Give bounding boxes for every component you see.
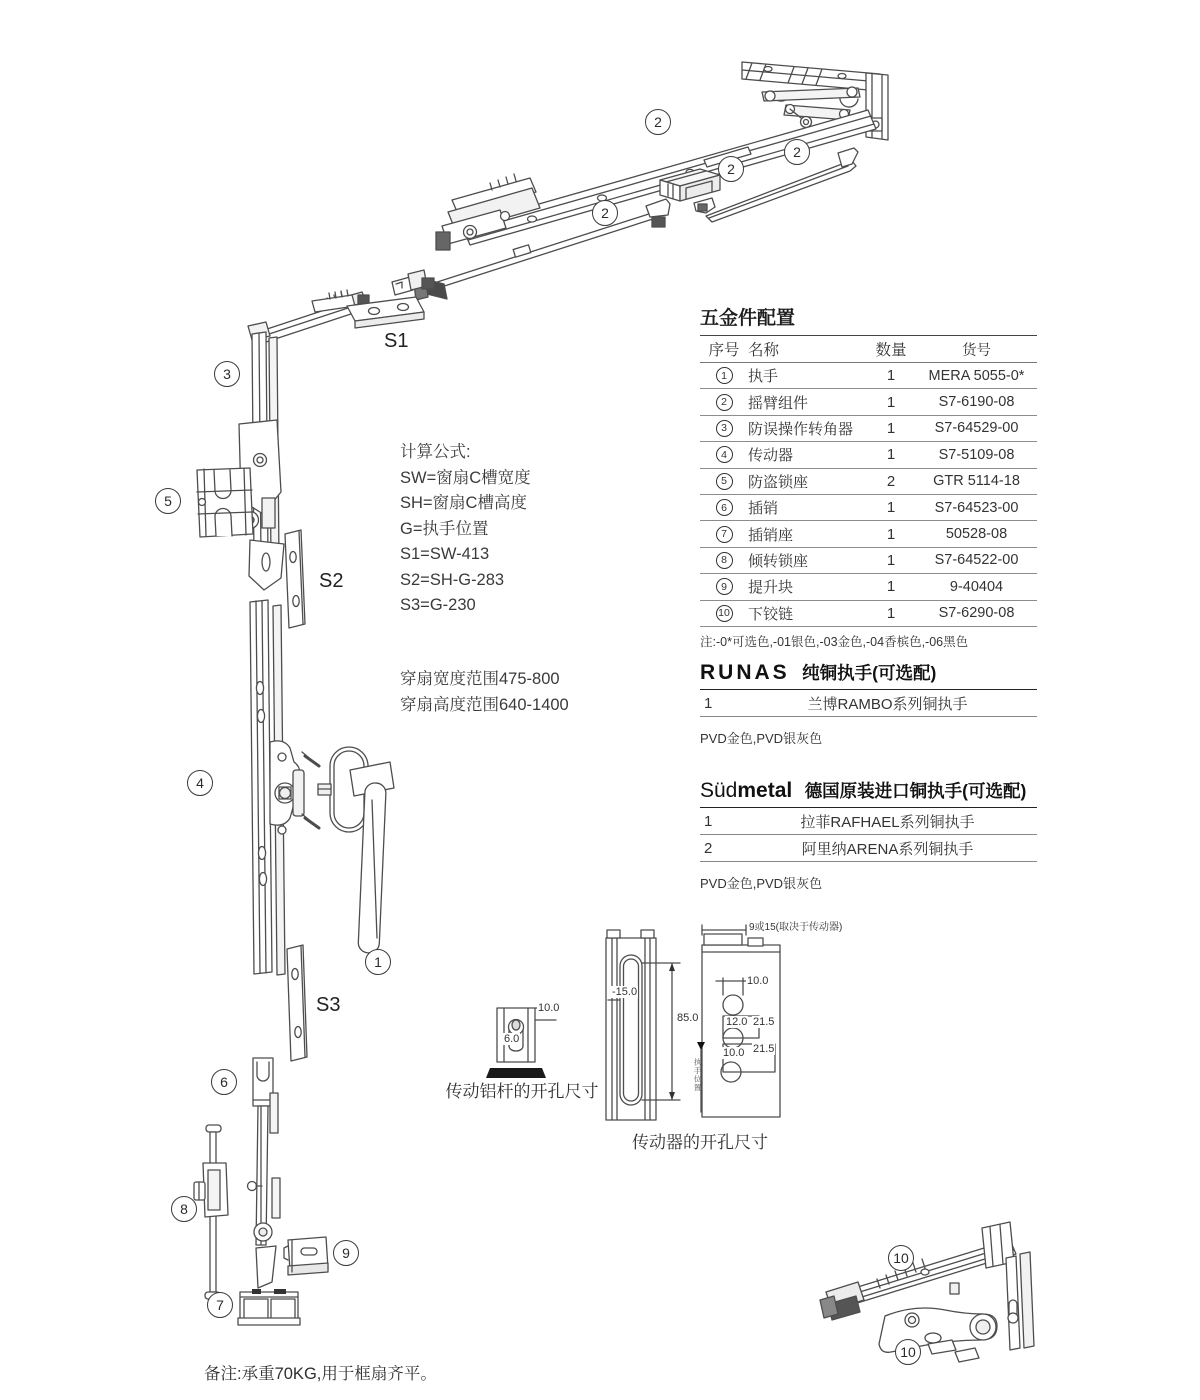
- gear-dim-85: 85.0: [677, 1012, 699, 1024]
- rod-dim-10: 10.0: [538, 1002, 560, 1014]
- table-row: [700, 574, 1037, 600]
- runas-option-title: 纯铜执手(可选配): [802, 663, 937, 683]
- part-qty: 1: [886, 604, 896, 622]
- row-no-badge: 8: [716, 552, 733, 569]
- finish-options: PVD金色,PVD银灰色: [700, 731, 823, 746]
- gear-dim-9or15: 9或15(取决于传动器): [749, 922, 843, 933]
- part-name: 倾转锁座: [748, 552, 809, 570]
- part-marker-2: 2: [645, 109, 671, 135]
- table-row: [700, 389, 1037, 415]
- part-name: 防误操作转角器: [748, 420, 854, 438]
- part-qty: 1: [886, 578, 896, 596]
- part-name: 执手: [748, 368, 779, 386]
- part-marker-2: 2: [718, 156, 744, 182]
- hardware-config-table: [700, 303, 1037, 650]
- rod-drilling-label: 传动铝杆的开孔尺寸: [445, 1082, 599, 1101]
- gear-drilling-label: 传动器的开孔尺寸: [632, 1133, 768, 1152]
- gear-dim-10a: 10.0: [747, 975, 769, 987]
- gear-dim-10b: 10.0: [723, 1047, 745, 1059]
- s3-bar: [287, 945, 307, 1061]
- sudmetal-logo-prefix: Süd: [700, 779, 738, 802]
- part-name: 下铰链: [748, 605, 794, 623]
- bolt-keeper-part7: [238, 1289, 300, 1325]
- header-code: 货号: [962, 342, 991, 359]
- part-marker-8: 8: [171, 1196, 197, 1222]
- formula-line: SH=窗扇C槽高度: [400, 494, 527, 512]
- part-name: 摇臂组件: [748, 394, 809, 412]
- part-code: S7-64529-00: [934, 420, 1019, 437]
- option-no: 1: [704, 812, 713, 830]
- runas-logo: RUNAS: [700, 661, 790, 684]
- part-qty: 1: [886, 499, 896, 517]
- sash-height-range: 穿扇高度范围640-1400: [400, 696, 569, 714]
- header-no: 序号: [708, 342, 740, 359]
- option-no: 2: [704, 839, 713, 857]
- s1-label: S1: [384, 330, 409, 352]
- s2-label: S2: [319, 570, 344, 592]
- option-no: 1: [704, 694, 713, 712]
- formula-line: S2=SH-G-283: [400, 570, 505, 589]
- part-qty: 1: [886, 367, 896, 385]
- footer-note: 备注:承重70KG,用于框扇齐平。: [204, 1365, 437, 1383]
- part-qty: 2: [886, 472, 896, 490]
- espagnolette-part6: [248, 1058, 281, 1288]
- color-options-note: 注:-0*可选色,-01银色,-03金色,-04香槟色,-06黑色: [700, 634, 969, 649]
- table-row: [700, 521, 1037, 547]
- part-name: 防盗锁座: [748, 473, 809, 491]
- header-qty: 数量: [875, 342, 907, 359]
- table-row: [700, 495, 1037, 521]
- formula-title: 计算公式:: [400, 443, 471, 461]
- part-name: 传动器: [748, 447, 794, 465]
- row-no-badge: 7: [716, 526, 733, 543]
- window-handle-part1: [318, 747, 394, 953]
- part-code: S7-64523-00: [934, 499, 1019, 516]
- row-no-badge: 10: [716, 605, 733, 622]
- tilt-lock-keeper-part8: [194, 1125, 228, 1299]
- formula-block: [400, 440, 531, 619]
- gear-dim-15: -15.0: [612, 986, 638, 998]
- gear-dim-21b: 21.5: [753, 1043, 775, 1055]
- option-name: 拉菲RAFHAEL系列铜执手: [800, 813, 975, 831]
- runas-option-block: [700, 660, 1037, 747]
- formula-line: G=执手位置: [400, 519, 489, 538]
- part-qty: 1: [886, 446, 896, 464]
- row-no-badge: 3: [716, 420, 733, 437]
- part-code: 50528-08: [945, 526, 1008, 543]
- sash-width-range: 穿扇宽度范围475-800: [400, 670, 560, 688]
- header-name: 名称: [748, 342, 780, 359]
- sudmetal-option-block: [700, 778, 1037, 892]
- formula-line: S1=SW-413: [400, 545, 490, 563]
- part-marker-6: 6: [211, 1069, 237, 1095]
- part-marker-4: 4: [187, 770, 213, 796]
- finish-options: PVD金色,PVD银灰色: [700, 876, 823, 891]
- table-row: [700, 363, 1037, 389]
- part-name: 提升块: [748, 579, 794, 597]
- option-name: 兰博RAMBO系列铜执手: [807, 695, 968, 713]
- part-qty: 1: [886, 551, 896, 569]
- gear-vertical-label: 执手位置: [693, 1058, 702, 1092]
- gear-dim-12: 12.0: [726, 1016, 748, 1028]
- part-marker-9: 9: [333, 1240, 359, 1266]
- part-marker-1: 1: [365, 949, 391, 975]
- part-code: MERA 5055-0*: [928, 367, 1025, 384]
- sash-range-block: [400, 666, 569, 718]
- part-code: GTR 5114-18: [933, 473, 1020, 490]
- bottom-hinge-part10: [820, 1222, 1034, 1362]
- part-qty: 1: [886, 393, 896, 411]
- part-marker-2: 2: [784, 139, 810, 165]
- option-row: [700, 835, 1037, 862]
- table-row: [700, 601, 1037, 627]
- s3-label: S3: [316, 994, 341, 1016]
- part-marker-3: 3: [214, 361, 240, 387]
- table-row: [700, 469, 1037, 495]
- sudmetal-logo-suffix: metal: [737, 779, 793, 802]
- lift-block-part9: [284, 1237, 328, 1275]
- part-qty: 1: [886, 419, 896, 437]
- table-header-row: [700, 336, 1037, 363]
- part-code: S7-64522-00: [934, 552, 1019, 569]
- part-name: 插销座: [748, 526, 794, 544]
- row-no-badge: 9: [716, 578, 733, 595]
- top-stay-arm-assembly: [414, 62, 888, 300]
- sudmetal-option-title: 德国原装进口铜执手(可选配): [804, 781, 1027, 801]
- part-code: S7-5109-08: [938, 446, 1015, 463]
- part-marker-7: 7: [207, 1292, 233, 1318]
- drive-gear-part4: [250, 600, 319, 975]
- part-marker-10: 10: [888, 1245, 914, 1271]
- part-code: 9-40404: [949, 578, 1004, 595]
- row-no-badge: 5: [716, 473, 733, 490]
- option-row: [700, 690, 1037, 717]
- row-no-badge: 6: [716, 499, 733, 516]
- table-row: [700, 416, 1037, 442]
- rod-drilling-diagram: [486, 1008, 556, 1078]
- s2-bar: [285, 530, 305, 628]
- table-row: [700, 442, 1037, 468]
- corner-drive-part3: [239, 292, 369, 590]
- anti-theft-keeper-part5: [197, 468, 253, 537]
- part-name: 插销: [748, 500, 779, 518]
- part-marker-5: 5: [155, 488, 181, 514]
- formula-line: SW=窗扇C槽宽度: [400, 468, 531, 487]
- formula-line: S3=G-230: [400, 596, 476, 614]
- table-title: 五金件配置: [700, 303, 1037, 336]
- part-qty: 1: [886, 525, 896, 543]
- part-marker-10: 10: [895, 1339, 921, 1365]
- part-code: S7-6290-08: [938, 605, 1015, 622]
- table-row: [700, 548, 1037, 574]
- gear-dim-21a: 21.5: [753, 1016, 775, 1028]
- rod-dim-6: 6.0: [504, 1033, 520, 1045]
- option-name: 阿里纳ARENA系列铜执手: [801, 840, 974, 858]
- row-no-badge: 1: [716, 367, 733, 384]
- row-no-badge: 4: [716, 446, 733, 463]
- part-marker-2: 2: [592, 200, 618, 226]
- option-row: [700, 808, 1037, 835]
- row-no-badge: 2: [716, 394, 733, 411]
- part-code: S7-6190-08: [938, 394, 1015, 411]
